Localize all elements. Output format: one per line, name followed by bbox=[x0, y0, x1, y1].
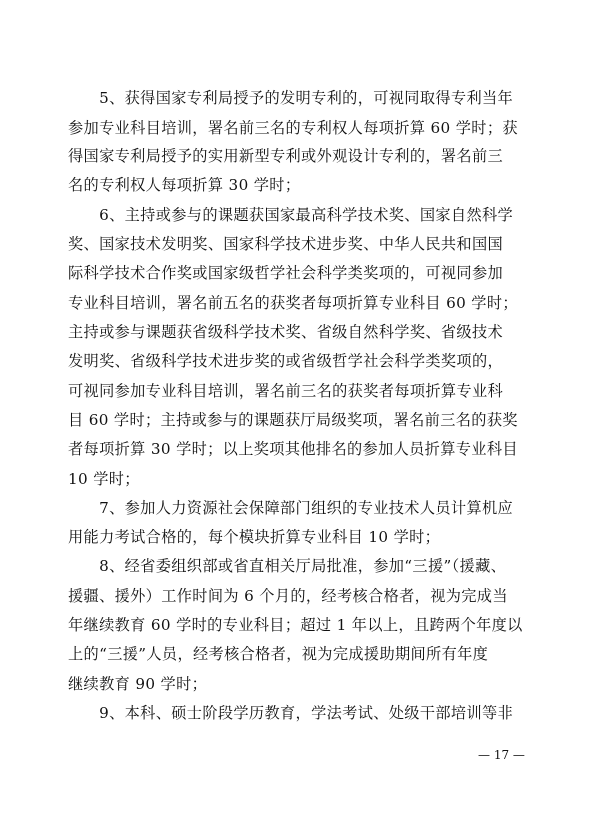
paragraph-line: 上的“三援”人员，经考核合格者，视为完成援助期间所有年度 bbox=[68, 645, 489, 663]
paragraph-line: 专业科目培训，署名前五名的获奖者每项折算专业科目 60 学时； bbox=[68, 294, 518, 312]
paragraph-line: 继续教育 90 学时； bbox=[68, 675, 208, 693]
page-number: — 17 — bbox=[478, 748, 525, 762]
paragraph-line: 奖、国家技术发明奖、国家科学技术进步奖、中华人民共和国国 bbox=[68, 235, 504, 253]
paragraph-line: 6、主持或参与的课题获国家最高科学技术奖、国家自然科学 bbox=[68, 206, 514, 224]
paragraph-line: 际科学技术合作奖或国家级哲学社会科学类奖项的，可视同参加 bbox=[68, 264, 504, 282]
paragraph-line: 名的专利权人每项折算 30 学时； bbox=[68, 176, 301, 194]
paragraph-line: 主持或参与课题获省级科学技术奖、省级自然科学奖、省级技术 bbox=[68, 323, 504, 341]
paragraph-line: 5、获得国家专利局授予的发明专利的，可视同取得专利当年 bbox=[68, 89, 514, 107]
paragraph-line: 可视同参加专业科目培训，署名前三名的获奖者每项折算专业科 bbox=[68, 382, 504, 400]
paragraph-line: 9、本科、硕士阶段学历教育，学法考试、处级干部培训等非 bbox=[68, 704, 514, 722]
paragraph-line: 发明奖、省级科学技术进步奖的或省级哲学社会科学类奖项的， bbox=[68, 352, 504, 370]
paragraph-line: 者每项折算 30 学时；以上奖项其他排名的参加人员折算专业科目 bbox=[68, 440, 518, 458]
paragraph-line: 8、经省委组织部或省直相关厅局批准，参加“三援”（援藏、 bbox=[68, 557, 507, 575]
paragraph-line: 年继续教育 60 学时的专业科目；超过 1 年以上，且跨两个年度以 bbox=[68, 616, 523, 634]
paragraph-line: 10 学时； bbox=[68, 470, 140, 488]
paragraph-line: 目 60 学时；主持或参与的课题获厅局级奖项，署名前三名的获奖 bbox=[68, 411, 518, 429]
paragraph-line: 得国家专利局授予的实用新型专利或外观设计专利的，署名前三 bbox=[68, 147, 504, 165]
paragraph-line: 参加专业科目培训，署名前三名的专利权人每项折算 60 学时；获 bbox=[68, 119, 518, 137]
paragraph-line: 援疆、援外）工作时间为 6 个月的，经考核合格者，视为完成当 bbox=[68, 587, 508, 605]
paragraph-line: 用能力考试合格的，每个模块折算专业科目 10 学时； bbox=[68, 528, 441, 546]
paragraph-line: 7、参加人力资源社会保障部门组织的专业技术人员计算机应 bbox=[68, 499, 514, 517]
